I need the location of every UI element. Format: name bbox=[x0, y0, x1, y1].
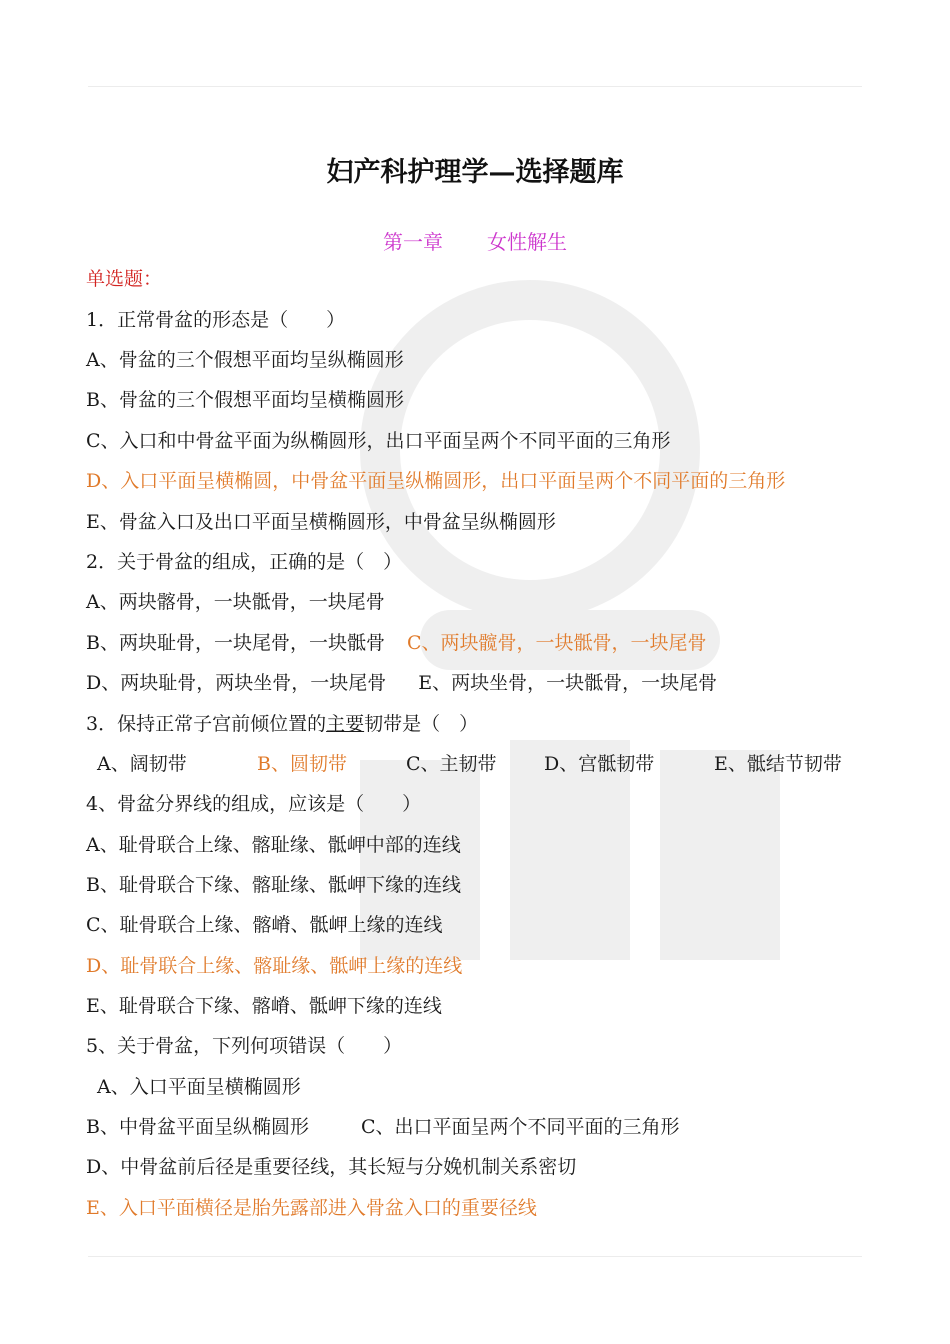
question-1-option-c: C、入口和中骨盆平面为纵椭圆形，出口平面呈两个不同平面的三角形 bbox=[86, 430, 671, 452]
question-1-option-e: E、骨盆入口及出口平面呈横椭圆形，中骨盆呈纵椭圆形 bbox=[86, 511, 556, 533]
question-3-stem bbox=[86, 711, 478, 737]
question-4-option-d-answer: D、耻骨联合上缘、髂耻缘、骶岬上缘的连线 bbox=[86, 955, 463, 977]
question-3-option-a: A、阔韧带 bbox=[97, 753, 187, 775]
footer-rule bbox=[88, 1256, 862, 1257]
question-1-option-d-answer: D、入口平面呈横椭圆，中骨盆平面呈纵椭圆形，出口平面呈两个不同平面的三角形 bbox=[86, 470, 786, 492]
question-4-option-e: E、耻骨联合下缘、髂嵴、骶岬下缘的连线 bbox=[86, 995, 442, 1017]
question-1-option-b: B、骨盆的三个假想平面均呈横椭圆形 bbox=[86, 389, 404, 411]
question-3-option-c: C、主韧带 bbox=[406, 753, 497, 775]
question-2-option-e: E、两块坐骨，一块骶骨，一块尾骨 bbox=[418, 672, 718, 694]
question-3-stem-end: 韧带是（ ） bbox=[364, 713, 479, 735]
question-2-option-d: D、两块耻骨，两块坐骨，一块尾骨 bbox=[86, 672, 387, 694]
question-3-option-e: E、骶结节韧带 bbox=[714, 753, 842, 775]
question-4-stem: 4、骨盆分界线的组成，应该是（ ） bbox=[86, 793, 422, 815]
question-5-option-b: B、中骨盆平面呈纵椭圆形 bbox=[86, 1116, 309, 1138]
chapter-heading bbox=[0, 226, 950, 255]
question-5-stem: 5、关于骨盆，下列何项错误（ ） bbox=[86, 1035, 403, 1057]
question-5-option-c: C、出口平面呈两个不同平面的三角形 bbox=[360, 1116, 680, 1138]
question-1-option-a: A、骨盆的三个假想平面均呈纵椭圆形 bbox=[86, 349, 404, 371]
question-4-option-a: A、耻骨联合上缘、髂耻缘、骶岬中部的连线 bbox=[86, 834, 461, 856]
question-5-option-a: A、入口平面呈横椭圆形 bbox=[97, 1076, 301, 1098]
question-3-option-d: D、宫骶韧带 bbox=[544, 753, 655, 775]
question-2-option-a: A、两块髂骨，一块骶骨，一块尾骨 bbox=[86, 591, 385, 613]
question-5-option-d: D、中骨盆前后径是重要径线，其长短与分娩机制关系密切 bbox=[86, 1156, 577, 1178]
question-2-option-c-answer: C、两块髋骨，一块骶骨，一块尾骨 bbox=[406, 632, 707, 654]
section-label: 单选题： bbox=[86, 268, 163, 290]
header-rule bbox=[88, 86, 862, 87]
question-3-stem-underlined: 主要 bbox=[326, 713, 365, 735]
question-2-stem: 2．关于骨盆的组成，正确的是（ ） bbox=[86, 551, 403, 573]
question-5-option-e-answer: E、入口平面横径是胎先露部进入骨盆入口的重要径线 bbox=[86, 1197, 537, 1219]
page-title: 妇产科护理学—选择题库 bbox=[326, 157, 624, 188]
chapter-number: 第一章 bbox=[383, 230, 443, 254]
question-3-option-b-answer: B、圆韧带 bbox=[257, 753, 347, 775]
question-3-stem-text: 3．保持正常子宫前倾位置的 bbox=[86, 713, 327, 735]
question-5-options-bc bbox=[86, 1114, 680, 1140]
question-4-option-c: C、耻骨联合上缘、髂嵴、骶岬上缘的连线 bbox=[86, 914, 443, 936]
question-2-options-bc bbox=[86, 630, 707, 656]
question-2-options-de bbox=[86, 670, 717, 696]
question-2-option-b: B、两块耻骨，一块尾骨，一块骶骨 bbox=[86, 632, 385, 654]
question-3-options bbox=[97, 751, 842, 777]
question-1-stem: 1．正常骨盆的形态是（ ） bbox=[86, 309, 346, 331]
chapter-name: 女性解生 bbox=[487, 230, 567, 254]
question-4-option-b: B、耻骨联合下缘、髂耻缘、骶岬下缘的连线 bbox=[86, 874, 461, 896]
